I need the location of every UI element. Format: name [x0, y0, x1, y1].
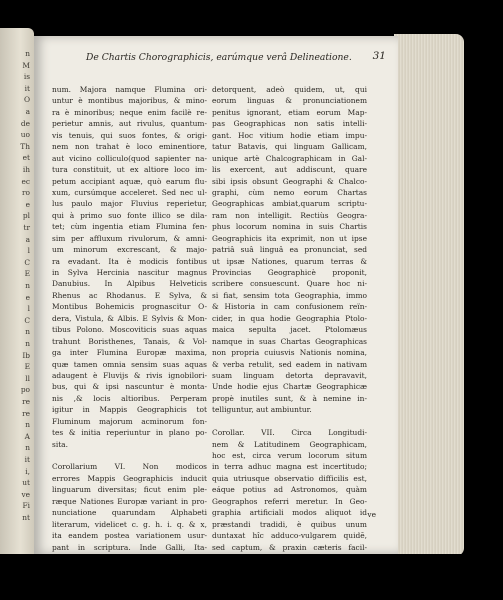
left-page-text-fragment: is: [23, 72, 30, 82]
text-line: sim per affluxum rivulorum, & amni-: [52, 233, 207, 243]
page-stack-edge: [394, 34, 464, 556]
text-line: ut ipsæ Nationes, quarum terras &: [212, 256, 367, 266]
text-line: unique artè Chalcographicam in Gal-: [212, 153, 367, 163]
text-line: adaugent è Fluvijs & rivis ignobilori-: [52, 370, 207, 380]
left-page-text-fragment: a: [25, 107, 30, 116]
left-page-text-fragment: n: [25, 443, 30, 453]
left-page-text-fragment: e: [25, 199, 30, 209]
left-page-text-fragment: E: [24, 362, 30, 372]
text-line: tes & initia reperiuntur in plano po-: [52, 428, 207, 438]
left-page-text-fragment: n: [25, 49, 30, 58]
text-line: Geographicas ambiat,quarum scriptu-: [212, 199, 367, 209]
text-line: nem & Latitudinem Geographicam,: [212, 439, 367, 449]
left-page-text-fragment: pl: [22, 211, 30, 221]
left-page-text-fragment: C: [24, 257, 30, 267]
text-line: ræque Nationes Europæ variant in pro-: [52, 496, 207, 506]
left-page-text-fragment: et: [22, 153, 30, 163]
catchword: ve: [367, 510, 376, 519]
text-line: Corollar. VII. Circa Longitudi-: [212, 428, 367, 438]
text-line: si fiat, sensim tota Geographia, immo: [212, 290, 367, 300]
text-line: Fluminum majorum acminorum fon-: [52, 416, 207, 426]
left-page-text-fragment: n: [25, 281, 30, 290]
left-page-text-fragment: uo: [20, 130, 30, 140]
left-page-text-fragment: l: [27, 304, 30, 314]
text-line: tibus Polono. Moscoviticis suas aquas: [52, 325, 207, 335]
left-page-text-fragment: i,: [25, 466, 30, 476]
text-line: um minorum excrescant, & majo-: [52, 245, 207, 255]
text-line: gant. Hoc vitium hodie etiam impu-: [212, 130, 367, 140]
text-line: literarum, videlicet c. g. h. i. q. & x,: [52, 519, 207, 529]
text-line: præstandi tradidi, è quibus unum: [212, 519, 367, 529]
text-line: igitur in Mappis Geographicis tot: [52, 405, 207, 415]
text-line: aut vicino colliculo(quod sapienter na-: [52, 153, 207, 163]
text-line: hoc est, circa verum locorum situm: [212, 451, 367, 460]
text-line: perietur amnis, aut rivulus, quantum-: [52, 119, 207, 129]
left-page-text-fragment: A: [24, 431, 30, 441]
background-shadow: [0, 554, 503, 600]
left-page-text-fragment: re: [22, 397, 30, 406]
text-line: tet; cùm ingentia etiam Flumina fen-: [52, 222, 207, 232]
text-line: in terra adhuc magna est incertitudo;: [212, 462, 367, 472]
text-line: nem non trahat è loco eminentiore,: [52, 142, 207, 152]
text-line: pas Geographicas non satis intelli-: [212, 119, 367, 129]
text-line: eáque potius ad Astronomos, quàm: [212, 485, 367, 495]
text-line: trahunt Boristhenes, Tanais, & Vol-: [52, 336, 207, 346]
text-line: tatur Batavis, qui linguam Gallicam,: [212, 142, 367, 152]
text-line: pant in scriptura. Inde Galli, Ita-: [52, 542, 207, 552]
text-line: quia utriusque observatio difficilis est,: [212, 473, 367, 483]
text-line: detorquent, adeò quidem, ut, qui: [212, 85, 367, 94]
left-page-text-fragment: ll: [25, 373, 30, 383]
text-line: bus, qui & ipsi nascuntur è monta-: [52, 382, 207, 392]
text-line: Geographicis ita exprimit, non ut ipse: [212, 233, 367, 243]
text-line: ra evadant. Ita è modicis fontibus: [52, 256, 207, 266]
left-page-text-fragment: C: [24, 315, 30, 325]
text-line: lus paulo major Fluvius reperietur,: [52, 199, 207, 209]
left-page-text-fragment: ve: [21, 489, 30, 499]
text-line: Corollarium VI. Non modicos: [52, 462, 207, 472]
left-page-text-fragment: Th: [20, 141, 30, 151]
left-facing-page-edge: [0, 28, 34, 560]
left-page-text-fragment: po: [20, 385, 30, 395]
text-line: petum accipiant aquæ, quò earum flu-: [52, 176, 207, 186]
left-page-text-fragment: n: [25, 420, 30, 430]
left-page-text-fragment: O: [23, 95, 30, 105]
left-page-text-fragment: ih: [22, 165, 30, 174]
text-line: Unde hodie ejus Chartæ Geographicæ: [212, 382, 367, 392]
left-page-text-fragment: n: [25, 327, 30, 337]
left-page-text-fragment: ro: [22, 188, 30, 198]
left-page-text-fragment: e: [25, 292, 30, 302]
text-line: num. Majora namque Flumina ori-: [52, 85, 207, 94]
text-line: errores Mappis Geographicis inducit: [52, 473, 207, 483]
text-column-left: [52, 84, 207, 599]
left-page-text-fragment: a: [25, 234, 30, 244]
text-line: Provincias Geographicè proponit,: [212, 268, 367, 277]
page-number: 31: [372, 50, 386, 62]
text-line: suam linguam detorta depravavit,: [212, 370, 367, 380]
text-line: [52, 450, 207, 461]
running-head: De Chartis Chorographicis, earúmque verâ Delineatione.: [86, 52, 352, 63]
book-page: [34, 36, 398, 554]
text-line: ita eandem postea variationem usur-: [52, 531, 207, 541]
text-line: ra è minoribus; neque enim facilè re-: [52, 107, 207, 117]
text-line: scribere consuescunt. Quare hoc ni-: [212, 279, 367, 289]
left-page-text-fragment: ut: [22, 478, 30, 488]
text-line: & Historia in cam confusionem reïn-: [212, 302, 367, 312]
text-line: Montibus Bohemicis prognascitur O-: [52, 302, 207, 312]
text-column-right: [212, 84, 367, 599]
text-line: non propria cuiusvis Nationis nomina,: [212, 348, 367, 358]
text-line: lis exercent, aut addiscunt, quare: [212, 165, 367, 175]
text-line: linguarum diversitas; ficut enim ple-: [52, 485, 207, 495]
text-line: vis tenuis, qui suos fontes, & origi-: [52, 130, 207, 140]
text-line: nunciatione quarundam Alphabeti: [52, 508, 207, 518]
text-line: Danubius. In Alpibus Helveticis: [52, 279, 207, 289]
text-line: graphia artificiali modos aliquot id: [212, 508, 367, 518]
text-line: dera, Vistula, & Albis. E Sylvis & Mon-: [52, 313, 207, 323]
text-line: in Sylva Hercinia nascitur magnus: [52, 268, 207, 277]
left-page-text-fragment: Fi: [22, 501, 30, 511]
left-page-text-fragment: Ib: [22, 350, 30, 360]
text-line: quæ tamen omnia sensim suas aquas: [52, 359, 207, 369]
left-page-text-fragment: tr: [23, 223, 30, 232]
text-line: phus locorum nomina in suis Chartis: [212, 222, 367, 232]
text-line: penitus ignorant, etiam eorum Map-: [212, 107, 367, 117]
left-page-text-fragment: M: [22, 60, 30, 70]
left-page-text-fragment: l: [27, 246, 30, 256]
text-line: eorum linguas & pronunciationem: [212, 96, 367, 106]
text-line: untur è montibus majoribus, & mino-: [52, 96, 207, 106]
left-page-text-fragment: re: [22, 408, 30, 418]
left-page-text-fragment: E: [24, 269, 30, 279]
text-line: telliguntur, aut ambiuntur.: [212, 405, 312, 415]
left-page-text-fragment: nt: [22, 513, 30, 522]
text-line: & verba retulit, sed eadem in nativam: [212, 359, 367, 369]
left-page-text-fragment: n: [25, 339, 30, 348]
text-line: [212, 416, 367, 427]
text-line: duntaxat hîc adduco-vulgarem quidē,: [212, 531, 367, 541]
left-page-text-fragment: it: [24, 83, 30, 93]
text-line: sibi ipsis obsunt Geographi & Chalco-: [212, 176, 367, 186]
left-page-text-fragment: de: [20, 118, 30, 128]
text-line: nis ,& locis altioribus. Perperam: [52, 393, 207, 403]
text-line: patriâ suâ linguâ ea pronunciat, sed: [212, 245, 367, 255]
text-line: sita.: [52, 439, 68, 449]
text-line: maica sepulta jacet. Ptolomæus: [212, 325, 367, 335]
text-line: qui à primo suo fonte illico se dila-: [52, 210, 207, 220]
text-line: sed captum, & praxin cæteris facil-: [212, 542, 367, 552]
text-line: cider, in qua hodie Geographia Ptolo-: [212, 313, 367, 323]
left-page-text-fragment: ec: [21, 176, 30, 186]
text-line: Geographos referri meretur. In Geo-: [212, 496, 367, 506]
text-line: Rhenus ac Rhodanus. E Sylva, &: [52, 290, 207, 300]
text-line: graphi, cùm nemo eorum Chartas: [212, 187, 367, 197]
text-line: ga inter Flumina Europæ maxima,: [52, 348, 207, 358]
text-line: tura constituit, ut ex altiore loco im-: [52, 165, 207, 175]
text-line: ram non intelligit. Rectiùs Geogra-: [212, 210, 367, 220]
text-line: namque in suas Chartas Geographicas: [212, 336, 367, 346]
text-line: propè inutiles sunt, & à nemine in-: [212, 393, 367, 403]
left-page-text-fragment: it: [24, 455, 30, 464]
text-line: xum, cursúmque acceleret. Sed nec ul-: [52, 187, 207, 197]
